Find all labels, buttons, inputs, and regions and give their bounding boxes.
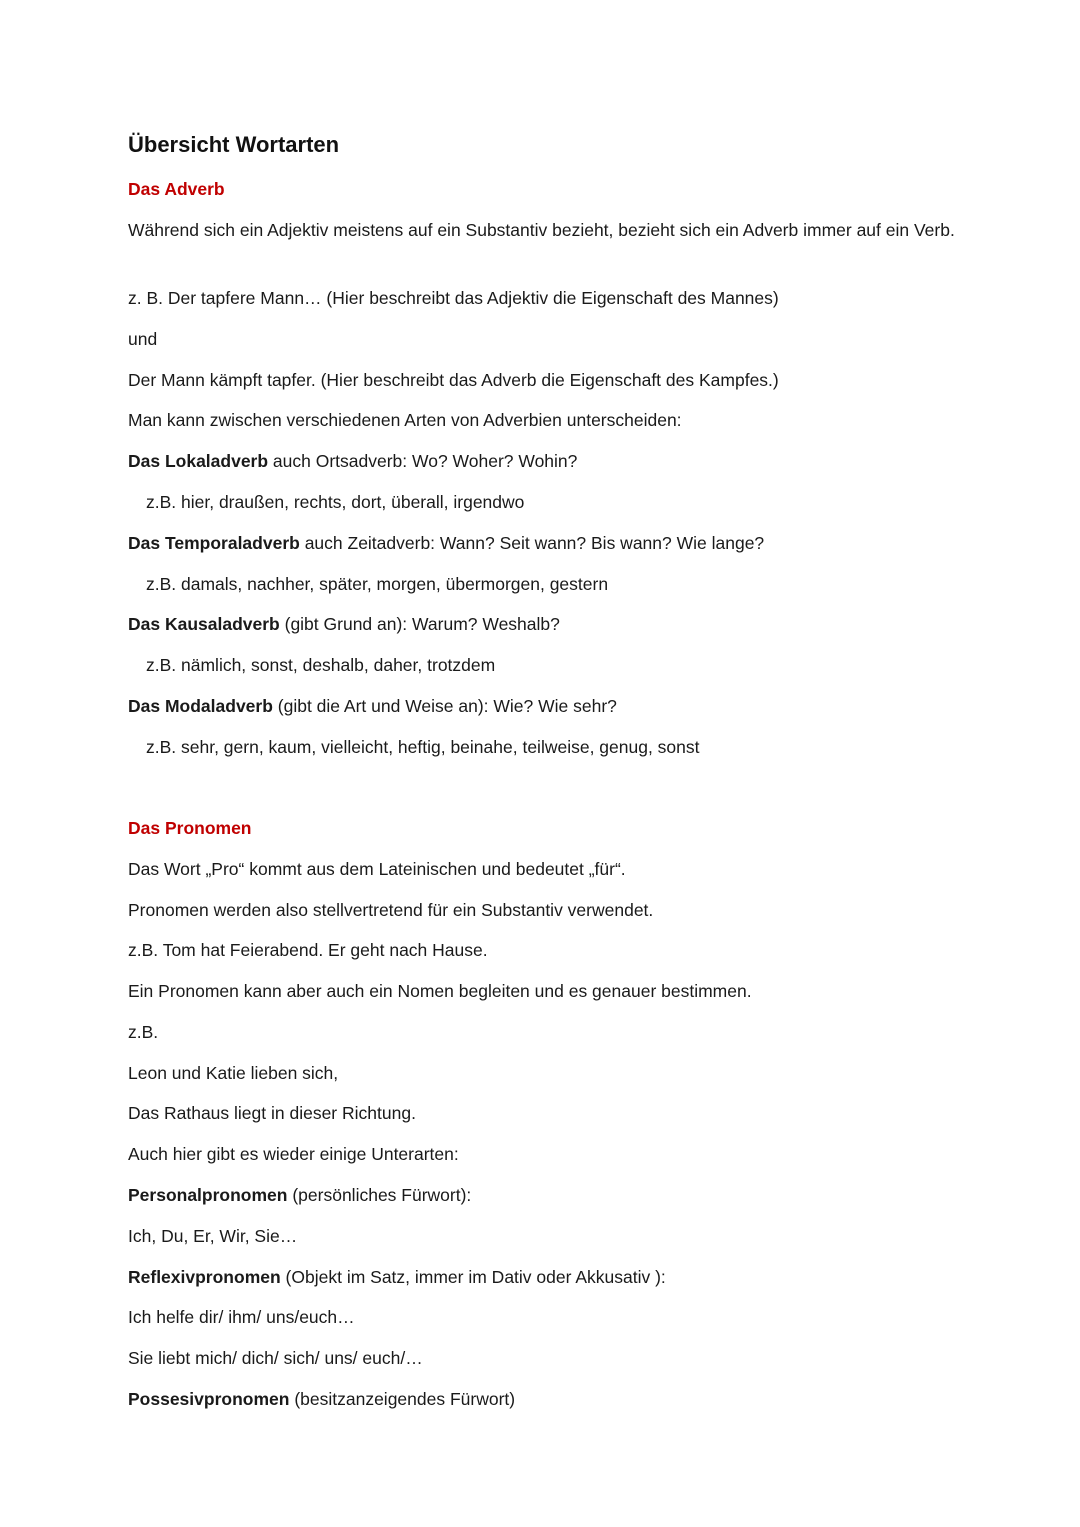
- pronomen-line-4: Ein Pronomen kann aber auch ein Nomen begleiten und es genauer bestimmen.: [128, 981, 752, 1001]
- section-heading-adverb: Das Adverb: [128, 179, 225, 199]
- adverb-und: und: [128, 329, 158, 349]
- pronomen-type-reflexiv: [128, 1264, 666, 1290]
- pronomen-line-5: z.B.: [128, 1022, 159, 1042]
- adverb-lokal-examples: z.B. hier, draußen, rechts, dort, überall, irgendwo: [146, 492, 525, 512]
- pronomen-type-description: (Objekt im Satz, immer im Dativ oder Akkusativ ):: [280, 1267, 666, 1287]
- adverb-intro: Während sich ein Adjektiv meistens auf ein Substantiv bezieht, bezieht sich ein Adverb immer auf ein Verb.: [128, 220, 955, 240]
- adverb-kausal-examples: z.B. nämlich, sonst, deshalb, daher, trotzdem: [146, 655, 496, 675]
- adverb-type-kausal: [128, 611, 560, 637]
- page-title: Übersicht Wortarten: [128, 132, 340, 157]
- adverb-modal-examples: z.B. sehr, gern, kaum, vielleicht, heftig, beinahe, teilweise, genug, sonst: [146, 737, 700, 757]
- adverb-type-description: (gibt Grund an): Warum? Weshalb?: [279, 614, 560, 634]
- pronomen-line-6: Leon und Katie lieben sich,: [128, 1063, 339, 1083]
- adverb-type-term: Das Kausaladverb: [128, 614, 280, 634]
- pronomen-reflexiv-example-1: Ich helfe dir/ ihm/ uns/euch…: [128, 1307, 355, 1327]
- pronomen-line-2: Pronomen werden also stellvertretend für ein Substantiv verwendet.: [128, 900, 654, 920]
- pronomen-type-description: (besitzanzeigendes Fürwort): [289, 1389, 516, 1409]
- pronomen-type-personal: [128, 1182, 471, 1208]
- pronomen-line-3: z.B. Tom hat Feierabend. Er geht nach Hause.: [128, 940, 488, 960]
- pronomen-type-term: Reflexivpronomen: [128, 1267, 281, 1287]
- adverb-example-adjective: z. B. Der tapfere Mann… (Hier beschreibt das Adjektiv die Eigenschaft des Mannes): [128, 288, 779, 308]
- section-heading-pronomen: Das Pronomen: [128, 818, 252, 838]
- pronomen-type-description: (persönliches Fürwort):: [287, 1185, 472, 1205]
- pronomen-line-8: Auch hier gibt es wieder einige Unterarten:: [128, 1144, 459, 1164]
- pronomen-type-possesiv: [128, 1386, 515, 1412]
- adverb-type-term: Das Modaladverb: [128, 696, 273, 716]
- adverb-type-temporal: [128, 530, 764, 556]
- pronomen-line-1: Das Wort „Pro“ kommt aus dem Lateinischen und bedeutet „für“.: [128, 859, 626, 879]
- pronomen-personal-examples: Ich, Du, Er, Wir, Sie…: [128, 1226, 298, 1246]
- adverb-types-intro: Man kann zwischen verschiedenen Arten von Adverbien unterscheiden:: [128, 410, 682, 430]
- pronomen-line-7: Das Rathaus liegt in dieser Richtung.: [128, 1103, 416, 1123]
- pronomen-type-term: Possesivpronomen: [128, 1389, 290, 1409]
- adverb-type-term: Das Temporaladverb: [128, 533, 300, 553]
- adverb-type-description: auch Ortsadverb: Wo? Woher? Wohin?: [268, 451, 578, 471]
- pronomen-reflexiv-example-2: Sie liebt mich/ dich/ sich/ uns/ euch/…: [128, 1348, 423, 1368]
- adverb-type-description: auch Zeitadverb: Wann? Seit wann? Bis wann? Wie lange?: [299, 533, 765, 553]
- pronomen-type-term: Personalpronomen: [128, 1185, 288, 1205]
- adverb-type-lokal: [128, 448, 577, 474]
- adverb-type-description: (gibt die Art und Weise an): Wie? Wie sehr?: [272, 696, 617, 716]
- adverb-example-adverb: Der Mann kämpft tapfer. (Hier beschreibt das Adverb die Eigenschaft des Kampfes.): [128, 370, 779, 390]
- adverb-type-term: Das Lokaladverb: [128, 451, 269, 471]
- adverb-type-modal: [128, 693, 617, 719]
- adverb-temporal-examples: z.B. damals, nachher, später, morgen, übermorgen, gestern: [146, 574, 609, 594]
